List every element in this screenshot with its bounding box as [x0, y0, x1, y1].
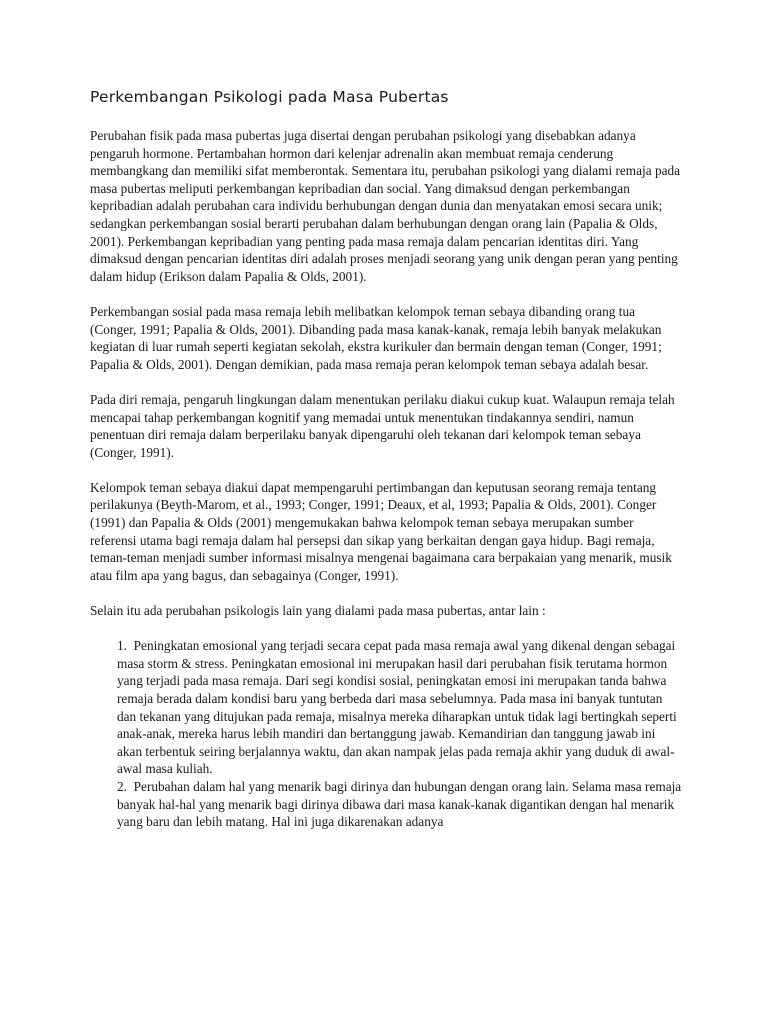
- document-page: [90, 84, 682, 831]
- paragraph-list-intro: Selain itu ada perubahan psikologis lain yang dialami pada masa pubertas, antar lain :: [90, 603, 546, 619]
- document-title: Perkembangan Psikologi pada Masa Pubertas: [90, 88, 449, 106]
- paragraph-peer-reference: Kelompok teman sebaya diakui dapat mempengaruhi pertimbangan dan keputusan seorang remaja tentang perilakunya (Beyth-Marom, et al., 1993; Conger, 1991; Deaux, et al, 1993; Papalia & Olds, 2001). Conger (1991) dan Papalia & Olds (2001) mengemukakan bahwa kelompok teman sebaya merupakan sumber referensi utama bagi remaja dalam hal persepsi dan sikap yang berkaitan dengan gaya hidup. Bagi remaja, teman-teman menjadi sumber informasi misalnya mengenai bagaimana cara berpakaian yang menarik, musik atau film apa yang bagus, dan sebagainya (Conger, 1991).: [90, 479, 672, 583]
- paragraph-personality-social: Perubahan fisik pada masa pubertas juga disertai dengan perubahan psikologi yang disebabkan adanya pengaruh hormone. Pertambahan hormon dari kelenjar adrenalin akan membuat remaja cenderung membangkang dan memiliki sifat memberontak. Sementara itu, perubahan psikologi yang dialami remaja pada masa pubertas meliputi perkembangan kepribadian dan social. Yang dimaksud dengan perkembangan kepribadian adalah perubahan cara individu berhubungan dengan dunia dan menyatakan emosi secara unik; sedangkan perkembangan sosial berarti perubahan dalam berhubungan dengan orang lain (Papalia & Olds, 2001). Perkembangan kepribadian yang penting pada masa remaja dalam pencarian identitas diri. Yang dimaksud dengan pencarian identitas diri adalah proses menjadi seorang yang unik dengan peran yang penting dalam hidup (Erikson dalam Papalia & Olds, 2001).: [90, 128, 681, 284]
- list-item: [117, 778, 682, 831]
- paragraph-environment-influence: Pada diri remaja, pengaruh lingkungan dalam menentukan perilaku diakui cukup kuat. Walaupun remaja telah mencapai tahap perkembangan kognitif yang memadai untuk menentukan tindakannya sendiri, namun penentuan diri remaja dalam berperilaku banyak dipengaruhi oleh tekanan dari kelompok teman sebaya (Conger, 1991).: [90, 391, 675, 460]
- list-item-text: Perubahan dalam hal yang menarik bagi dirinya dan hubungan dengan orang lain. Selama masa remaja banyak hal-hal yang menarik bagi dirinya dibawa dari masa kanak-kanak digantikan dengan hal menarik yang baru dan lebih matang. Hal ini juga dikarenakan adanya: [117, 778, 682, 830]
- list-item-text: Peningkatan emosional yang terjadi secara cepat pada masa remaja awal yang dikenal dengan sebagai masa storm & stress. Peningkatan emosional ini merupakan hasil dari perubahan fisik terutama hormon yang terjadi pada masa remaja. Dari segi kondisi sosial, peningkatan emosi ini merupakan tanda bahwa remaja berada dalam kondisi baru yang berbeda dari masa sebelumnya. Pada masa ini banyak tuntutan dan tekanan yang ditujukan pada remaja, misalnya mereka diharapkan untuk tidak lagi bertingkah seperti anak-anak, mereka harus lebih mandiri dan bertanggung jawab. Kemandirian dan tanggung jawab ini akan terbentuk seiring berjalannya waktu, dan akan nampak jelas pada remaja akhir yang duduk di awal-awal masa kuliah.: [117, 638, 677, 777]
- list-item: [117, 637, 682, 778]
- changes-list: [90, 637, 682, 831]
- list-item-number: 2.: [117, 778, 127, 794]
- list-item-number: 1.: [117, 638, 127, 654]
- paragraph-peer-group: Perkembangan sosial pada masa remaja lebih melibatkan kelompok teman sebaya dibanding orang tua (Conger, 1991; Papalia & Olds, 2001). Dibanding pada masa kanak-kanak, remaja lebih banyak melakukan kegiatan di luar rumah seperti kegiatan sekolah, ekstra kurikuler dan bermain dengan teman (Conger, 1991; Papalia & Olds, 2001). Dengan demikian, pada masa remaja peran kelompok teman sebaya adalah besar.: [90, 303, 662, 372]
